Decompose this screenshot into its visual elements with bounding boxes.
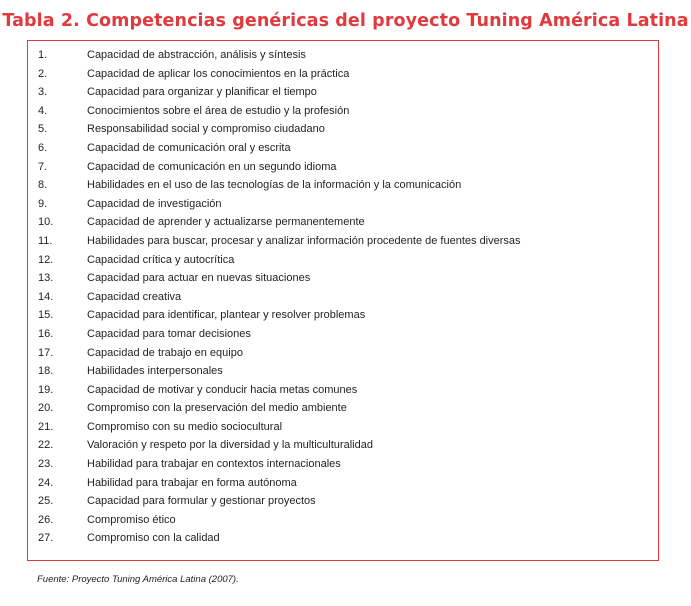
item-text: Habilidades interpersonales [87, 365, 223, 378]
item-text: Capacidad creativa [87, 290, 182, 303]
list-item [28, 251, 521, 270]
competencies-table [27, 40, 659, 561]
item-number: 24. [38, 476, 54, 489]
item-text: Compromiso con la calidad [87, 532, 220, 545]
item-text: Compromiso ético [87, 513, 176, 526]
item-text: Capacidad de abstracción, análisis y síntesis [87, 49, 306, 61]
item-text: Capacidad de aplicar los conocimientos en la práctica [87, 67, 350, 80]
item-text: Capacidad de trabajo en equipo [87, 346, 243, 359]
item-number: 22. [38, 439, 54, 452]
item-number: 25. [38, 495, 54, 508]
list-item [28, 306, 521, 325]
item-text: Capacidad de investigación [87, 197, 222, 210]
item-number: 8. [38, 179, 48, 192]
list-item [28, 139, 521, 158]
item-text: Responsabilidad social y compromiso ciudadano [87, 123, 325, 136]
item-number: 2. [38, 67, 48, 80]
list-item [28, 529, 521, 548]
item-text: Capacidad para tomar decisiones [87, 327, 251, 340]
list-item [28, 195, 521, 214]
item-text: Compromiso con su medio sociocultural [87, 420, 283, 433]
item-number: 5. [38, 123, 48, 136]
item-number: 19. [38, 383, 54, 396]
list-item [28, 325, 521, 344]
item-number: 4. [38, 104, 48, 117]
item-number: 26. [38, 513, 54, 526]
list-item [28, 288, 521, 307]
list-item [28, 492, 521, 511]
item-text: Capacidad de aprender y actualizarse permanentemente [87, 216, 365, 229]
list-item [28, 399, 521, 418]
list-item [28, 120, 521, 139]
item-number: 12. [38, 253, 54, 266]
list-item [28, 83, 521, 102]
list-item [28, 344, 521, 363]
item-number: 18. [38, 365, 54, 378]
item-text: Habilidades para buscar, procesar y analizar información procedente de fuentes diversas [87, 234, 521, 247]
item-number: 16. [38, 327, 54, 340]
list-item [28, 474, 521, 493]
item-number: 3. [38, 86, 48, 99]
list-item [28, 65, 521, 84]
item-text: Conocimientos sobre el área de estudio y la profesión [87, 104, 350, 117]
item-text: Capacidad de motivar y conducir hacia metas comunes [87, 383, 358, 396]
item-text: Capacidad de comunicación oral y escrita [87, 141, 291, 154]
list-item [28, 381, 521, 400]
item-text: Habilidad para trabajar en contextos internacionales [87, 458, 341, 471]
item-text: Habilidades en el uso de las tecnologías de la información y la comunicación [87, 179, 462, 192]
item-text: Capacidad para organizar y planificar el tiempo [87, 86, 317, 99]
item-text: Capacidad para identificar, plantear y resolver problemas [87, 309, 366, 322]
item-text: Habilidad para trabajar en forma autónoma [87, 476, 297, 489]
item-text: Capacidad para actuar en nuevas situaciones [87, 272, 311, 285]
item-number: 6. [38, 141, 48, 154]
item-text: Valoración y respeto por la diversidad y la multiculturalidad [87, 439, 373, 452]
list-item [28, 213, 521, 232]
item-number: 27. [38, 532, 54, 545]
list-item [28, 418, 521, 437]
item-number: 23. [38, 458, 54, 471]
item-text: Capacidad de comunicación en un segundo idioma [87, 160, 337, 173]
item-number: 21. [38, 420, 54, 433]
list-item [28, 436, 521, 455]
item-text: Capacidad crítica y autocrítica [87, 253, 235, 266]
item-number: 9. [38, 197, 48, 210]
list-item [28, 46, 521, 65]
item-number: 11. [38, 234, 53, 247]
competencies-list [28, 46, 521, 548]
list-item [28, 362, 521, 381]
source-note: Fuente: Proyecto Tuning América Latina (2007). [37, 574, 239, 585]
item-number: 15. [38, 309, 54, 322]
list-item [28, 269, 521, 288]
item-number: 7. [38, 160, 48, 173]
item-text: Compromiso con la preservación del medio ambiente [87, 402, 347, 415]
table-title: Tabla 2. Competencias genéricas del proyecto Tuning América Latina [2, 11, 689, 31]
item-number: 1. [38, 49, 48, 61]
list-item [28, 455, 521, 474]
list-item [28, 176, 521, 195]
item-number: 10. [38, 216, 54, 229]
item-number: 17. [38, 346, 54, 359]
item-number: 20. [38, 402, 54, 415]
list-item [28, 232, 521, 251]
list-item [28, 102, 521, 121]
item-text: Capacidad para formular y gestionar proyectos [87, 495, 316, 508]
item-number: 13. [38, 272, 54, 285]
list-item [28, 158, 521, 177]
item-number: 14. [38, 290, 54, 303]
list-item [28, 511, 521, 530]
